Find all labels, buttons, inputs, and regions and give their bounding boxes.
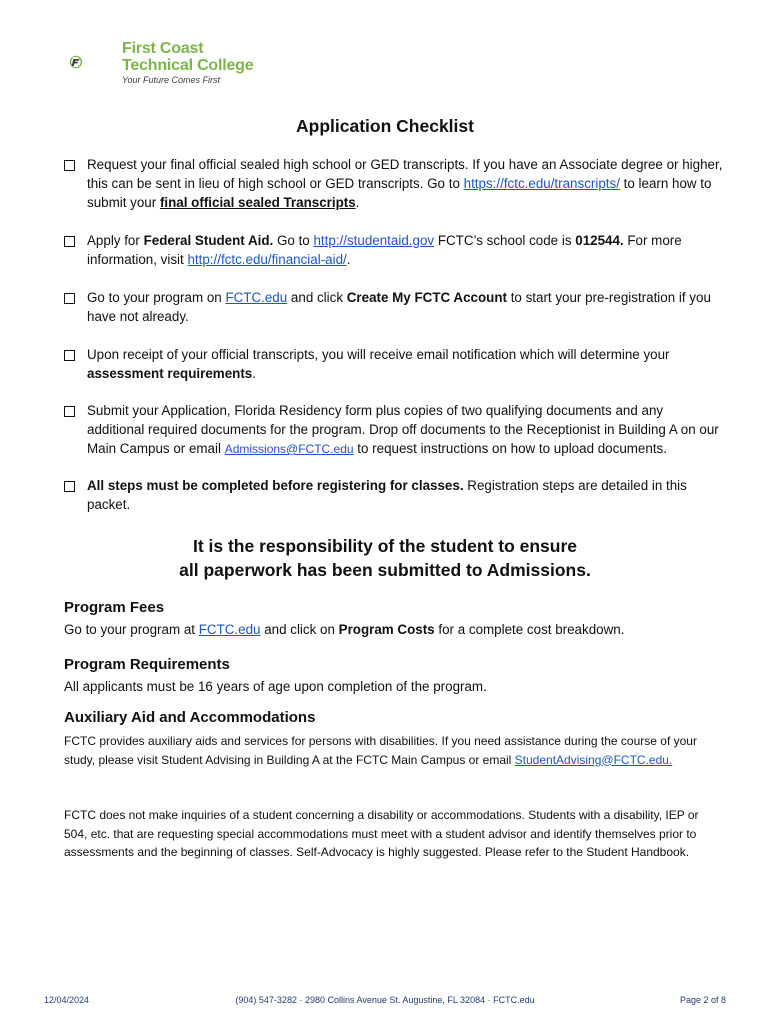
checklist-item-assessment: Upon receipt of your official transcripts, you will receive email notification which will determine your assessment requirements. — [64, 345, 724, 383]
auxiliary-aid-paragraph: FCTC provides auxiliary aids and services for persons with disabilities. If you need assistance during the course of your study, please visit Student Advising in Building A at the FCTC Main Campus or email StudentAdvising@FCTC.edu. — [64, 734, 697, 767]
logo-name-line1: First Coast — [122, 40, 204, 57]
checklist-item-transcripts: Request your final official sealed high school or GED transcripts. If you have an Associate degree or higher, this can be sent in lieu of high school or GED transcripts. Go to https://fctc.edu/transcripts/ to learn how to submit your final official sealed Transcripts. — [64, 155, 724, 212]
checkbox-icon[interactable] — [64, 236, 75, 247]
studentaid-link[interactable]: http://studentaid.gov — [313, 233, 435, 248]
fees-fctc-link[interactable]: FCTC.edu — [198, 622, 261, 637]
accommodations-paragraph: FCTC does not make inquiries of a student concerning a disability or accommodations. Students with a disability, IEP or 504, etc. that are requesting special accommodations must meet with a student advisor and identify themselves prior to assessments and the beginning of classes. Self-Advocacy is highly suggested. Please refer to the Student Handbook. — [64, 808, 699, 859]
program-requirements-heading: Program Requirements — [64, 656, 230, 673]
checkbox-icon[interactable] — [64, 293, 75, 304]
checklist-item-all-steps: All steps must be completed before registering for classes. Registration steps are detailed in this packet. — [64, 476, 724, 514]
checkbox-icon[interactable] — [64, 481, 75, 492]
checklist-item-application: Submit your Application, Florida Residency form plus copies of two qualifying documents and any additional required documents for the program. Drop off documents to the Receptionist in Building A on our Main Campus or email Admissions@FCTC.edu to request instructions on how to upload documents. — [64, 401, 724, 459]
responsibility-notice: It is the responsibility of the student to ensure all paperwork has been submitted to Admissions. — [179, 536, 591, 580]
footer-date: 12/04/2024 — [44, 995, 90, 1005]
checkbox-icon[interactable] — [64, 406, 75, 417]
transcripts-link[interactable]: https://fctc.edu/transcripts/ — [463, 176, 620, 191]
admissions-email-link[interactable]: Admissions@FCTC.edu — [224, 442, 354, 456]
program-fees-text: Go to your program at FCTC.edu and click on Program Costs for a complete cost breakdown. — [64, 622, 625, 637]
footer-page-number: Page 2 of 8 — [679, 995, 726, 1005]
program-requirements-text: All applicants must be 16 years of age upon completion of the program. — [64, 679, 487, 694]
page-title: Application Checklist — [296, 116, 474, 136]
student-advising-email-link[interactable]: StudentAdvising@FCTC.edu. — [514, 752, 673, 767]
checkbox-icon[interactable] — [64, 350, 75, 361]
checklist-item-create-account: Go to your program on FCTC.edu and click Create My FCTC Account to start your pre-registration if you have not already. — [64, 288, 724, 326]
footer-contact: (904) 547-3282 · 2980 Collins Avenue St. Augustine, FL 32084 · FCTC.edu — [235, 995, 535, 1005]
checklist-item-financial-aid: Apply for Federal Student Aid. Go to http://studentaid.gov FCTC’s school code is 012544. For more information, visit http://fctc.edu/financial-aid/. — [64, 231, 724, 269]
fctc-logo-icon — [70, 36, 120, 88]
fctc-edu-link[interactable]: FCTC.edu — [225, 290, 288, 305]
financial-aid-link[interactable]: http://fctc.edu/financial-aid/ — [187, 252, 347, 267]
program-fees-heading: Program Fees — [64, 599, 165, 616]
auxiliary-aid-heading: Auxiliary Aid and Accommodations — [64, 709, 316, 726]
logo-tagline: Your Future Comes First — [122, 75, 221, 85]
checkbox-icon[interactable] — [64, 160, 75, 171]
logo-name-line2: Technical College — [122, 57, 254, 74]
